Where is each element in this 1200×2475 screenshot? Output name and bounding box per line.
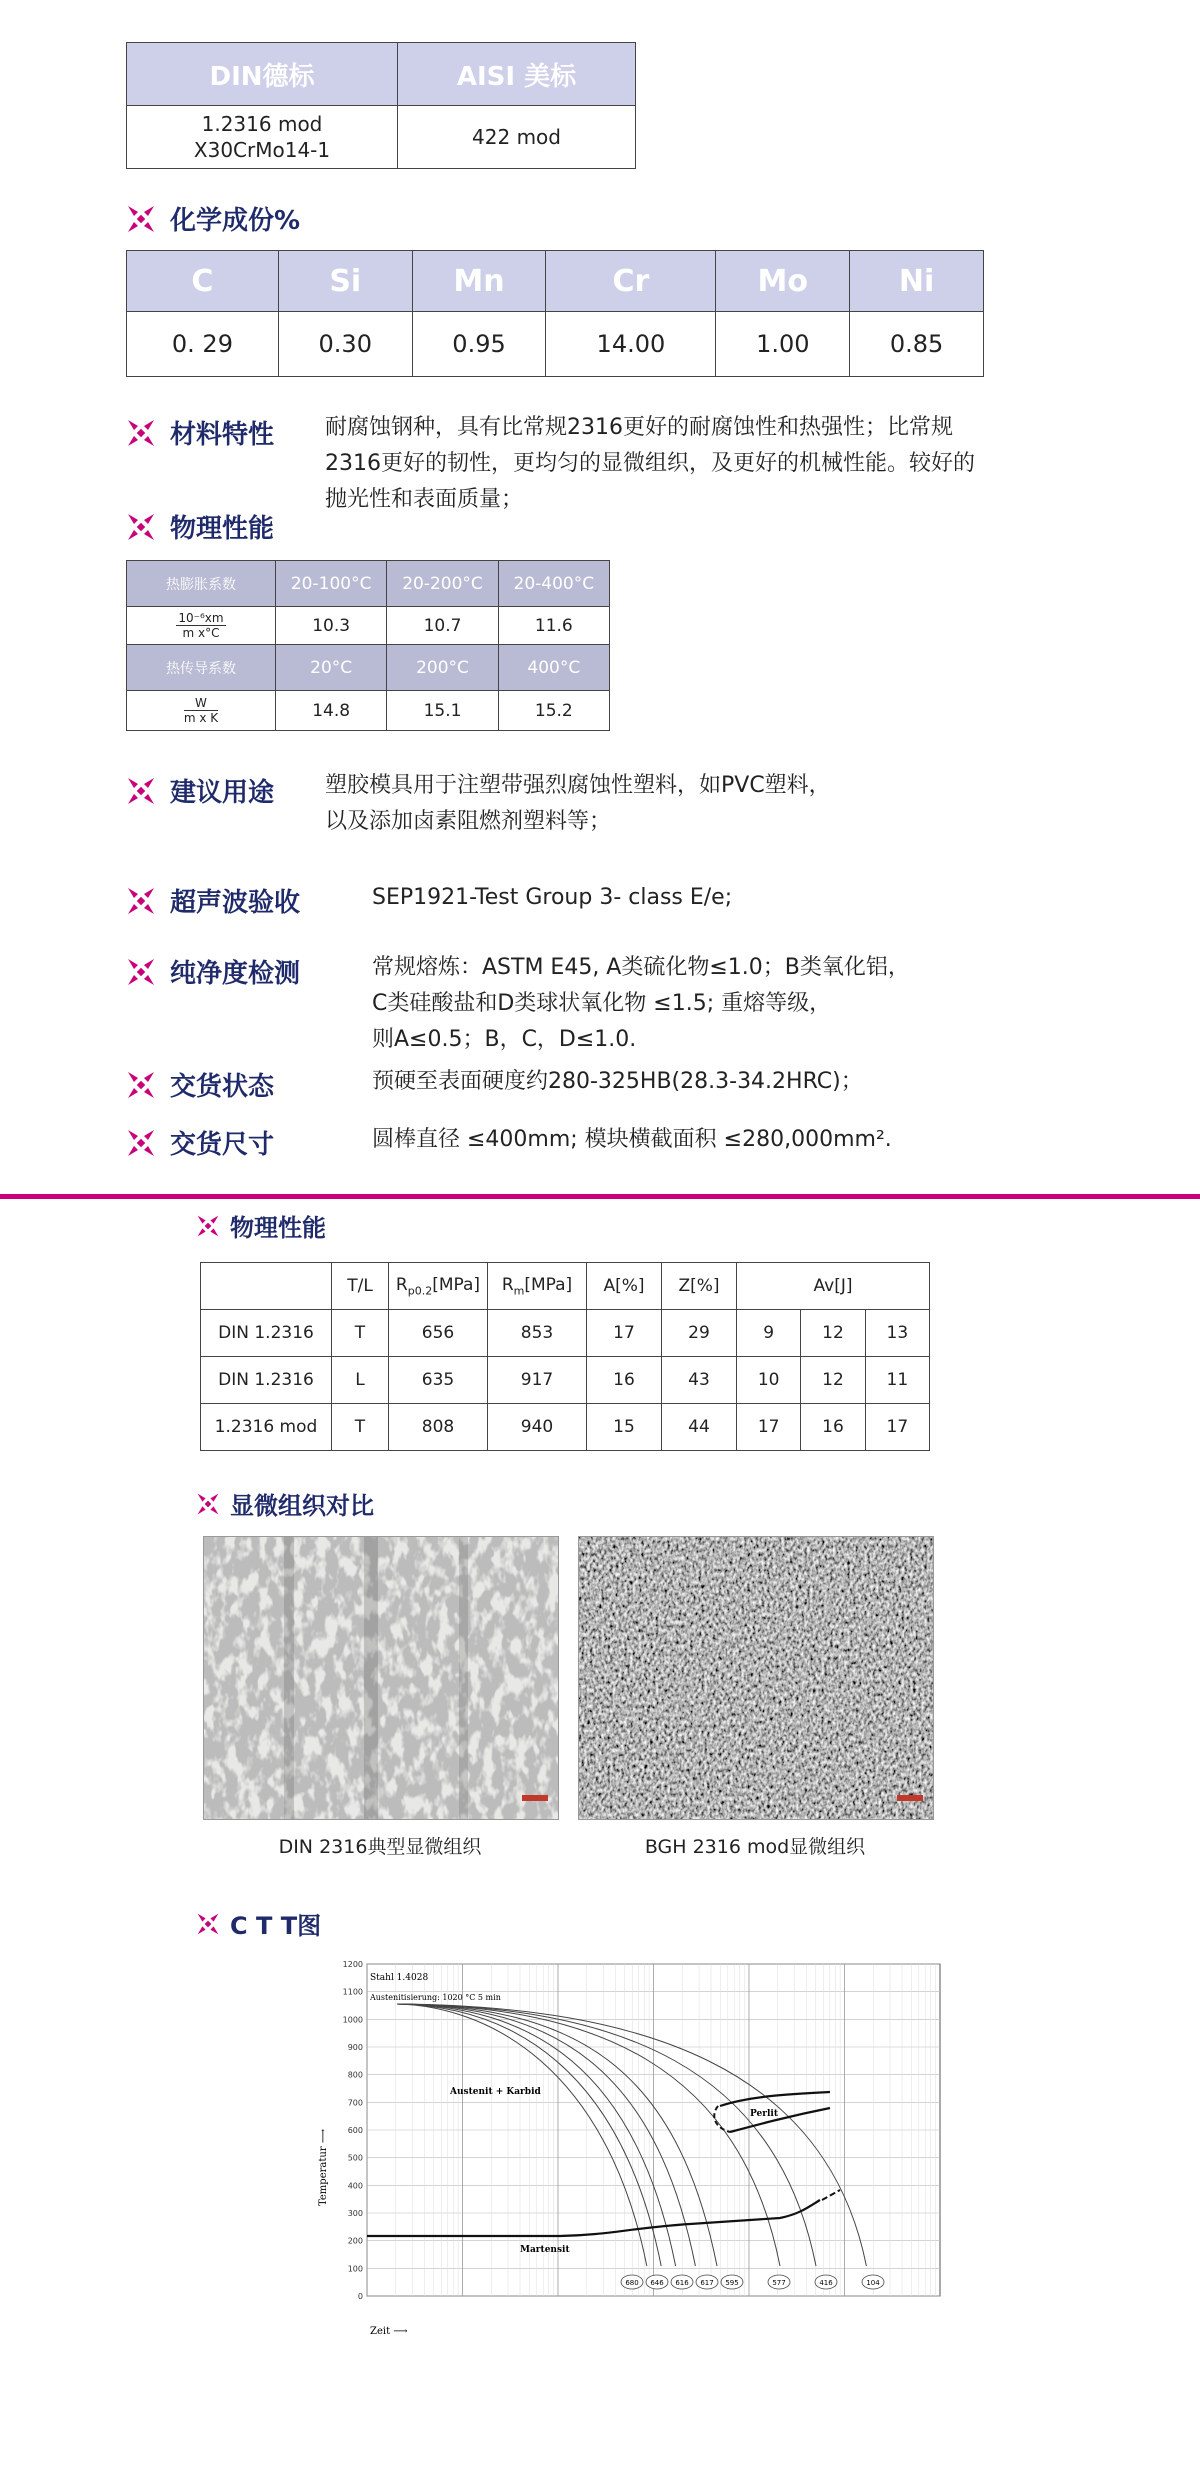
table-cell: 15 [587,1404,662,1451]
col-header: T/L [332,1263,389,1310]
table-cell: 9 [737,1310,801,1357]
table-cell: 808 [389,1404,488,1451]
table-cell: T [332,1404,389,1451]
table-cell: 12 [801,1357,865,1404]
temp-cell: 200°C [387,645,498,691]
caption-bgh: BGH 2316 mod显微组织 [644,1836,866,1858]
expansion-label: 热膨胀系数 [127,561,276,607]
ctt-y-tick: 700 [347,2098,363,2108]
material-text: 耐腐蚀钢种，具有比常规2316更好的耐腐蚀性和热强性；比常规2316更好的韧性，更均匀的显微组织，及更好的机械性能。较好的抛光性和表面质量； [325,415,975,512]
usage-title: 建议用途 [170,778,275,808]
chem-value: 14.00 [546,312,716,377]
ctt-y-tick: 1000 [342,2015,363,2025]
ultrasonic-section-title [126,882,300,919]
micro-section-title [196,1486,374,1521]
micrograph-bgh [578,1536,934,1820]
ctt-y-tick: 200 [347,2236,363,2246]
ctt-title: C T T图 [230,1912,322,1940]
delivery-section-title [126,1066,274,1103]
ctt-perlit: Perlit [750,2109,778,2119]
table-cell: 17 [737,1404,801,1451]
size-title: 交货尺寸 [170,1130,275,1160]
ctt-stahl: Stahl 1.4028 [370,1973,429,1983]
table-cell: 16 [801,1404,865,1451]
chem-element-header: C [127,251,279,312]
value-cell: 10.3 [276,607,387,645]
physical-section-title [126,508,274,545]
delivery-title: 交货状态 [170,1072,275,1102]
delivery-text: 预硬至表面硬度约280-325HB(28.3-34.2HRC)； [372,1069,863,1094]
value-cell: 11.6 [498,607,609,645]
cross-icon [126,418,156,448]
usage-text: 塑胶模具用于注塑带强烈腐蚀性塑料，如PVC塑料， 以及添加卤素阻燃剂塑料等； [325,773,831,834]
ultrasonic-text: SEP1921-Test Group 3- class E/e; [372,885,733,910]
table-cell: 635 [389,1357,488,1404]
ctt-y-tick: 600 [347,2126,363,2135]
ctt-hardness-value: 416 [819,2279,833,2287]
chem-element-header: Ni [850,251,984,312]
ctt-y-tick: 1200 [342,1960,363,1969]
ctt-y-tick: 900 [347,2043,363,2052]
cross-icon [126,776,156,806]
table-cell: 16 [587,1357,662,1404]
table-cell: 29 [662,1310,737,1357]
ctt-ylabel: Temperatur ⟶ [318,2128,329,2206]
ctt-hardness-value: 646 [650,2279,664,2287]
caption-din: DIN 2316典型显微组织 [278,1836,482,1858]
ctt-y-ticks [343,1960,363,2301]
material-section-title [126,414,274,451]
chem-element-header: Mo [716,251,850,312]
size-section-title [126,1124,274,1161]
table-cell: 10 [737,1357,801,1404]
table-cell: 940 [488,1404,587,1451]
chem-value: 0.85 [850,312,984,377]
ctt-y-tick: 400 [347,2181,363,2191]
din-header: DIN德标 [127,43,398,106]
ctt-hardness-value: 577 [772,2279,786,2287]
table-cell: 13 [865,1310,929,1357]
col-header: $R_m[MPa]$ [488,1263,587,1310]
cross-icon [126,204,156,234]
chemistry-section-title [126,200,300,237]
chemistry-title: 化学成份% [170,206,301,236]
col-header: A[%] [587,1263,662,1310]
cross-icon [126,512,156,542]
physical-table [126,560,610,731]
table-cell: 17 [865,1404,929,1451]
cross-icon [196,1912,220,1936]
table-row [201,1310,930,1357]
temp-cell: 20°C [276,645,387,691]
table-cell: 656 [389,1310,488,1357]
col-header: Av[J] [737,1263,930,1310]
table-cell: 44 [662,1404,737,1451]
cross-icon [126,957,156,987]
temp-cell: 400°C [498,645,609,691]
ctt-hardness-value: 680 [625,2279,639,2287]
usage-section-title [126,772,274,809]
size-text: 圆棒直径 ≤400mm; 模块横截面积 ≤280,000mm². [372,1127,892,1152]
value-cell: 15.1 [387,691,498,731]
col-header: Z[%] [662,1263,737,1310]
ctt-hardness-value: 595 [725,2279,739,2287]
col-header: $R_{p0.2}[MPa]$ [389,1263,488,1310]
standards-table [126,42,636,169]
ctt-austenit: Austenitisierung: 1020 °C 5 min [370,1993,501,2002]
value-cell: 15.2 [498,691,609,731]
ctt-hardness-value: 616 [675,2279,689,2287]
chem-element-header: Si [278,251,412,312]
micrograph-din [203,1536,559,1820]
chem-value: 0.30 [278,312,412,377]
mechanical-section-title [196,1208,326,1243]
ctt-diagram [310,1956,950,2342]
cross-icon [126,886,156,916]
value-cell: 14.8 [276,691,387,731]
material-title: 材料特性 [170,420,275,450]
temp-cell: 20-100°C [276,561,387,607]
mechanical-title: 物理性能 [230,1214,326,1242]
conductivity-unit: $\frac{W}{\text{m x K}}$ [127,691,276,731]
table-cell: DIN 1.2316 [201,1310,332,1357]
col-header [201,1263,332,1310]
ctt-y-tick: 1100 [342,1987,363,1997]
expansion-unit: $\frac{\text{10⁻⁶xm}}{\text{m x°C}}$ [127,607,276,645]
chem-value: 1.00 [716,312,850,377]
chem-element-header: Cr [546,251,716,312]
table-cell: 853 [488,1310,587,1357]
micro-title: 显微组织对比 [230,1492,374,1520]
table-cell: 17 [587,1310,662,1357]
ctt-hardness-value: 104 [866,2279,880,2287]
ctt-y-tick: 100 [347,2264,363,2274]
table-row [201,1357,930,1404]
ctt-hardness-value: 617 [700,2279,714,2287]
table-row [201,1404,930,1451]
aisi-header: AISI 美标 [398,43,636,106]
ultrasonic-title: 超声波验收 [170,888,301,918]
physical-title: 物理性能 [170,514,275,544]
temp-cell: 20-400°C [498,561,609,607]
table-cell: L [332,1357,389,1404]
table-cell: 12 [801,1310,865,1357]
ctt-y-tick: 800 [347,2070,363,2080]
table-cell: 43 [662,1357,737,1404]
ctt-section-title [196,1906,321,1941]
cross-icon [196,1214,220,1238]
table-cell: DIN 1.2316 [201,1357,332,1404]
section-divider [0,1194,1200,1199]
chem-element-header: Mn [412,251,546,312]
ctt-y-tick: 300 [347,2209,363,2218]
table-cell: T [332,1310,389,1357]
chem-value: 0. 29 [127,312,279,377]
table-cell: 11 [865,1357,929,1404]
din-value: 1.2316 mod X30CrMo14-1 [127,106,398,169]
cross-icon [196,1492,220,1516]
purity-text: 常规熔炼：ASTM E45, A类硫化物≤1.0；B类氧化铝， C类硅酸盐和D类球状氧化物 ≤1.5; 重熔等级， 则A≤0.5；B，C，D≤1.0. [372,955,910,1052]
table-cell: 917 [488,1357,587,1404]
ctt-martensit: Martensit [520,2245,570,2255]
chemistry-table [126,250,984,377]
conductivity-label: 热传导系数 [127,645,276,691]
purity-section-title [126,953,300,990]
purity-title: 纯净度检测 [170,959,301,989]
ctt-xlabel: Zeit ⟶ [370,2326,408,2337]
temp-cell: 20-200°C [387,561,498,607]
chem-value: 0.95 [412,312,546,377]
ctt-y-tick: 500 [347,2153,363,2163]
ctt-austenit-karbid: Austenit + Karbid [450,2087,541,2097]
value-cell: 10.7 [387,607,498,645]
cross-icon [126,1128,156,1158]
cross-icon [126,1070,156,1100]
table-cell: 1.2316 mod [201,1404,332,1451]
aisi-value: 422 mod [398,106,636,169]
mechanical-table [200,1262,930,1451]
ctt-grid [367,1964,940,2296]
ctt-y-tick: 0 [357,2292,363,2301]
